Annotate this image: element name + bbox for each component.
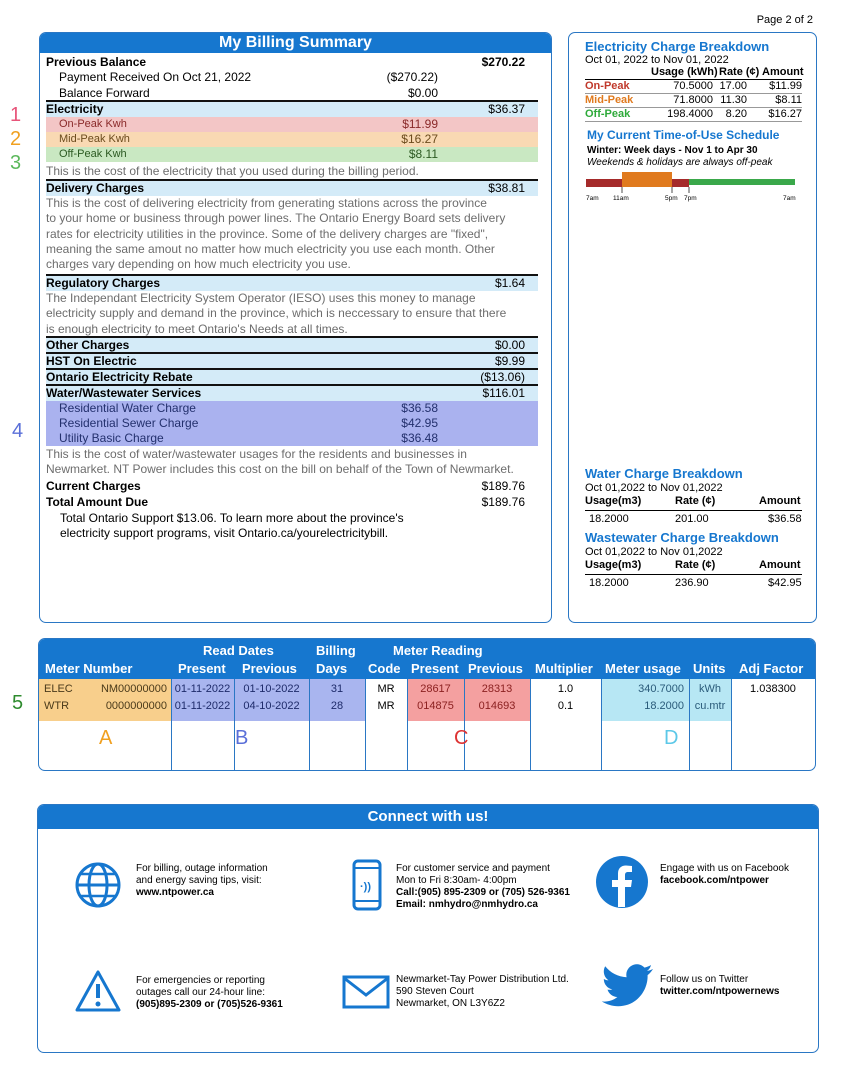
- annotation-4: 4: [12, 420, 24, 442]
- annotation-2: 2: [10, 128, 22, 150]
- meter-read_previous-cell: 28313: [481, 683, 513, 695]
- elec-name-cell: Off-Peak: [585, 108, 631, 120]
- billing-summary-title: My Billing Summary: [40, 33, 551, 53]
- meter-number-cell: NM00000000: [100, 683, 167, 695]
- page-number: Page 2 of 2: [756, 14, 813, 26]
- meter-code-cell: MR: [377, 700, 395, 712]
- tou-season: Winter: Week days - Nov 1 to Apr 30: [587, 145, 758, 156]
- elec-col-usage: Usage (kWh): [651, 66, 718, 78]
- wastewater-col-usage: Usage(m3): [585, 559, 642, 571]
- hst-row: HST On Electric $9.99: [46, 352, 538, 369]
- facebook-link[interactable]: facebook.com/ntpower: [660, 875, 769, 886]
- elec-breakdown-row: [585, 80, 802, 94]
- meter-code-cell: MR: [377, 683, 395, 695]
- tou-note: Weekends & holidays are always off-peak: [587, 157, 773, 168]
- col-read-present: Present: [411, 661, 459, 676]
- mid-peak-row: Mid-Peak Kwh $16.27: [46, 132, 538, 147]
- col-meter-number: Meter Number: [45, 661, 133, 676]
- twitter-text: Follow us on Twitter twitter.com/ntpowernews: [660, 974, 780, 997]
- web-text: For billing, outage information and energy saving tips, visit: www.ntpower.ca: [136, 863, 268, 898]
- ontario-support-text: Total Ontario Support $13.06. To learn more about the province's electricity support programs, visit Ontario.ca/yourelectricitybill.: [60, 511, 404, 541]
- water-amount: $36.58: [768, 513, 802, 525]
- tou-schedule-bar: [583, 169, 807, 205]
- elec-breakdown-row: [585, 108, 802, 122]
- meter-previous-cell: 01-10-2022: [243, 683, 300, 695]
- delivery-charges-row: Delivery Charges $38.81: [46, 179, 538, 196]
- breakdown-panel: [568, 32, 817, 623]
- elec-amount-cell: $11.99: [769, 80, 802, 92]
- water-col-usage: Usage(m3): [585, 495, 642, 507]
- elec-usage-cell: 70.5000: [673, 80, 713, 92]
- annotation-a: A: [99, 727, 113, 749]
- twitter-icon[interactable]: [601, 963, 655, 1009]
- warning-icon: [74, 969, 122, 1013]
- off-peak-row: Off-Peak Kwh $8.11: [46, 147, 538, 162]
- meter-days-cell: 31: [330, 683, 344, 695]
- regulatory-description: The Independant Electricity System Operator (IESO) uses this money to manage electricity supply and demand in the province, which is neccessary to ensure that there is enough electricity to meet Ontario's Needs at all times.: [46, 291, 507, 336]
- meter-present-cell: 01-11-2022: [174, 700, 231, 712]
- meter-usage-cell: 18.2000: [644, 700, 684, 712]
- water-usage: 18.2000: [589, 513, 629, 525]
- meter-table: [38, 638, 816, 771]
- payment-row: Payment Received On Oct 21, 2022 ($270.22): [59, 70, 438, 84]
- elec-rate-cell: 8.20: [725, 108, 747, 120]
- previous-balance-row: Previous Balance $270.22: [46, 55, 525, 69]
- meter-read_present-cell: 014875: [417, 700, 454, 712]
- wastewater-col-amount: Amount: [759, 559, 801, 571]
- water-description: This is the cost of water/wastewater usages for the residents and businesses in Newmarket. NT Power includes this cost on the bill on behalf of the Town of Newmarket.: [46, 447, 514, 477]
- wastewater-rate: 236.90: [675, 577, 709, 589]
- elec-col-rate: Rate (¢): [719, 66, 760, 78]
- elec-usage-cell: 71.8000: [673, 94, 713, 106]
- twitter-link[interactable]: twitter.com/ntpowernews: [660, 986, 780, 997]
- electricity-row: Electricity $36.37: [46, 100, 538, 117]
- elec-breakdown-period: Oct 01, 2022 to Nov 01, 2022: [585, 54, 729, 66]
- rebate-row: Ontario Electricity Rebate ($13.06): [46, 368, 538, 385]
- meter-table-header: [39, 639, 815, 679]
- phone-text: For customer service and payment Mon to Fri 8:30am- 4:00pm Call:(905) 895-2309 or (705) 526-9361 Email: nmhydro@nmhydro.ca: [396, 863, 570, 910]
- delivery-description: This is the cost of delivering electricity from generating stations across the province to your home or business through power lines. The Ontario Energy Board sets delivery rates for electricity utilities in the province. Some of the delivery charges are "fixed", meaning the same amout no matter how much electricity you use each month. Other charges vary depending on how much electricity you use.: [46, 196, 506, 272]
- website-link[interactable]: www.ntpower.ca: [136, 887, 214, 898]
- col-days: Days: [316, 661, 348, 676]
- elec-amount-cell: $16.27: [768, 108, 802, 120]
- address-text: Newmarket-Tay Power Distribution Ltd. 590 Steven Court Newmarket, ON L3Y6Z2: [396, 974, 569, 1009]
- col-adj-factor: Adj Factor: [739, 661, 804, 676]
- tou-segment-on-peak-2: [672, 179, 689, 187]
- electricity-description: This is the cost of the electricity that you used during the billing period.: [46, 164, 419, 178]
- col-billing: Billing: [316, 643, 356, 658]
- tou-segment-mid-peak: [622, 172, 672, 187]
- tou-segment-off-peak: [689, 179, 795, 185]
- globe-icon: [74, 861, 122, 909]
- annotation-d: D: [664, 727, 679, 749]
- annotation-5: 5: [12, 692, 24, 714]
- meter-adj-cell: 1.038300: [750, 683, 796, 695]
- col-units: Units: [693, 661, 726, 676]
- wastewater-usage: 18.2000: [589, 577, 629, 589]
- water-breakdown-period: Oct 01,2022 to Nov 01,2022: [585, 482, 723, 494]
- elec-breakdown-row: [585, 94, 802, 108]
- wastewater-breakdown-period: Oct 01,2022 to Nov 01,2022: [585, 546, 723, 558]
- facebook-text: Engage with us on Facebook facebook.com/ntpower: [660, 863, 789, 886]
- balance-forward-row: Balance Forward $0.00: [59, 86, 438, 100]
- elec-usage-cell: 198.4000: [667, 108, 713, 120]
- tou-tick-2: 11am: [613, 195, 629, 202]
- col-meter-reading: Meter Reading: [393, 643, 483, 658]
- on-peak-row: On-Peak Kwh $11.99: [46, 117, 538, 132]
- annotation-1: 1: [10, 104, 22, 126]
- utility-basic-row: Utility Basic Charge $36.48: [46, 431, 538, 446]
- tou-title: My Current Time-of-Use Schedule: [587, 128, 780, 142]
- billing-summary-panel: [39, 32, 552, 623]
- tou-tick-4: 7pm: [684, 195, 697, 202]
- meter-multiplier-cell: 0.1: [557, 700, 574, 712]
- residential-water-row: Residential Water Charge $36.58: [46, 401, 538, 416]
- water-col-rate: Rate (¢): [675, 495, 716, 507]
- water-rate: 201.00: [675, 513, 709, 525]
- mobile-phone-icon: [352, 859, 382, 911]
- tou-tick-1: 7am: [586, 195, 599, 202]
- meter-units-cell: kWh: [699, 683, 721, 695]
- col-read-dates: Read Dates: [203, 643, 274, 658]
- meter-present-cell: 01-11-2022: [174, 683, 231, 695]
- annotation-b: B: [235, 727, 249, 749]
- meter-read_present-cell: 28617: [420, 683, 451, 695]
- tou-tick-3: 5pm: [665, 195, 678, 202]
- water-col-amount: Amount: [759, 495, 801, 507]
- connect-panel: [37, 804, 819, 1053]
- svg-text:·)): ·)): [360, 881, 371, 893]
- annotation-c: C: [454, 727, 469, 749]
- regulatory-charges-row: Regulatory Charges $1.64: [46, 274, 538, 291]
- meter-read_previous-cell: 014693: [478, 700, 516, 712]
- meter-multiplier-cell: 1.0: [557, 683, 574, 695]
- wastewater-breakdown-title: Wastewater Charge Breakdown: [585, 530, 779, 545]
- mail-icon: [342, 975, 390, 1009]
- elec-name-cell: On-Peak: [585, 80, 630, 92]
- col-previous: Previous: [242, 661, 297, 676]
- water-services-row: Water/Wastewater Services $116.01: [46, 384, 538, 401]
- other-charges-row: Other Charges $0.00: [46, 336, 538, 353]
- col-multiplier: Multiplier: [535, 661, 593, 676]
- meter-days-cell: 28: [330, 700, 344, 712]
- emergency-text: For emergencies or reporting outages call our 24-hour line: (905)895-2309 or (705)526-9361: [136, 975, 283, 1010]
- meter-type-cell: ELEC: [44, 683, 73, 695]
- elec-rate-cell: 11.30: [720, 94, 747, 106]
- wastewater-col-rate: Rate (¢): [675, 559, 716, 571]
- elec-rate-cell: 17.00: [719, 80, 747, 92]
- meter-previous-cell: 04-10-2022: [243, 700, 300, 712]
- divider: [585, 510, 802, 511]
- tou-tick-5: 7am: [783, 195, 796, 202]
- elec-amount-cell: $8.11: [775, 94, 802, 106]
- col-read-previous: Previous: [468, 661, 523, 676]
- emergency-numbers[interactable]: (905)895-2309 or (705)526-9361: [136, 999, 283, 1010]
- current-charges-row: Current Charges $189.76: [46, 479, 525, 493]
- total-amount-row: Total Amount Due $189.76: [46, 495, 525, 509]
- email-link[interactable]: Email: nmhydro@nmhydro.ca: [396, 899, 538, 910]
- wastewater-amount: $42.95: [768, 577, 802, 589]
- meter-type-cell: WTR: [44, 700, 70, 712]
- divider: [585, 574, 802, 575]
- phone-numbers[interactable]: Call:(905) 895-2309 or (705) 526-9361: [396, 887, 570, 898]
- residential-sewer-row: Residential Sewer Charge $42.95: [46, 416, 538, 431]
- tou-segment-on-peak: [586, 179, 622, 187]
- facebook-icon[interactable]: [595, 855, 649, 909]
- col-code: Code: [368, 661, 401, 676]
- elec-breakdown-title: Electricity Charge Breakdown: [585, 39, 770, 54]
- meter-units-cell: cu.mtr: [694, 700, 726, 712]
- connect-title: Connect with us!: [38, 805, 818, 829]
- meter-number-cell: 0000000000: [105, 700, 167, 712]
- col-meter-usage: Meter usage: [605, 661, 681, 676]
- meter-usage-cell: 340.7000: [638, 683, 684, 695]
- col-present: Present: [178, 661, 226, 676]
- elec-name-cell: Mid-Peak: [585, 94, 634, 106]
- water-breakdown-title: Water Charge Breakdown: [585, 466, 743, 481]
- elec-col-amount: Amount: [762, 66, 804, 78]
- annotation-3: 3: [10, 152, 22, 174]
